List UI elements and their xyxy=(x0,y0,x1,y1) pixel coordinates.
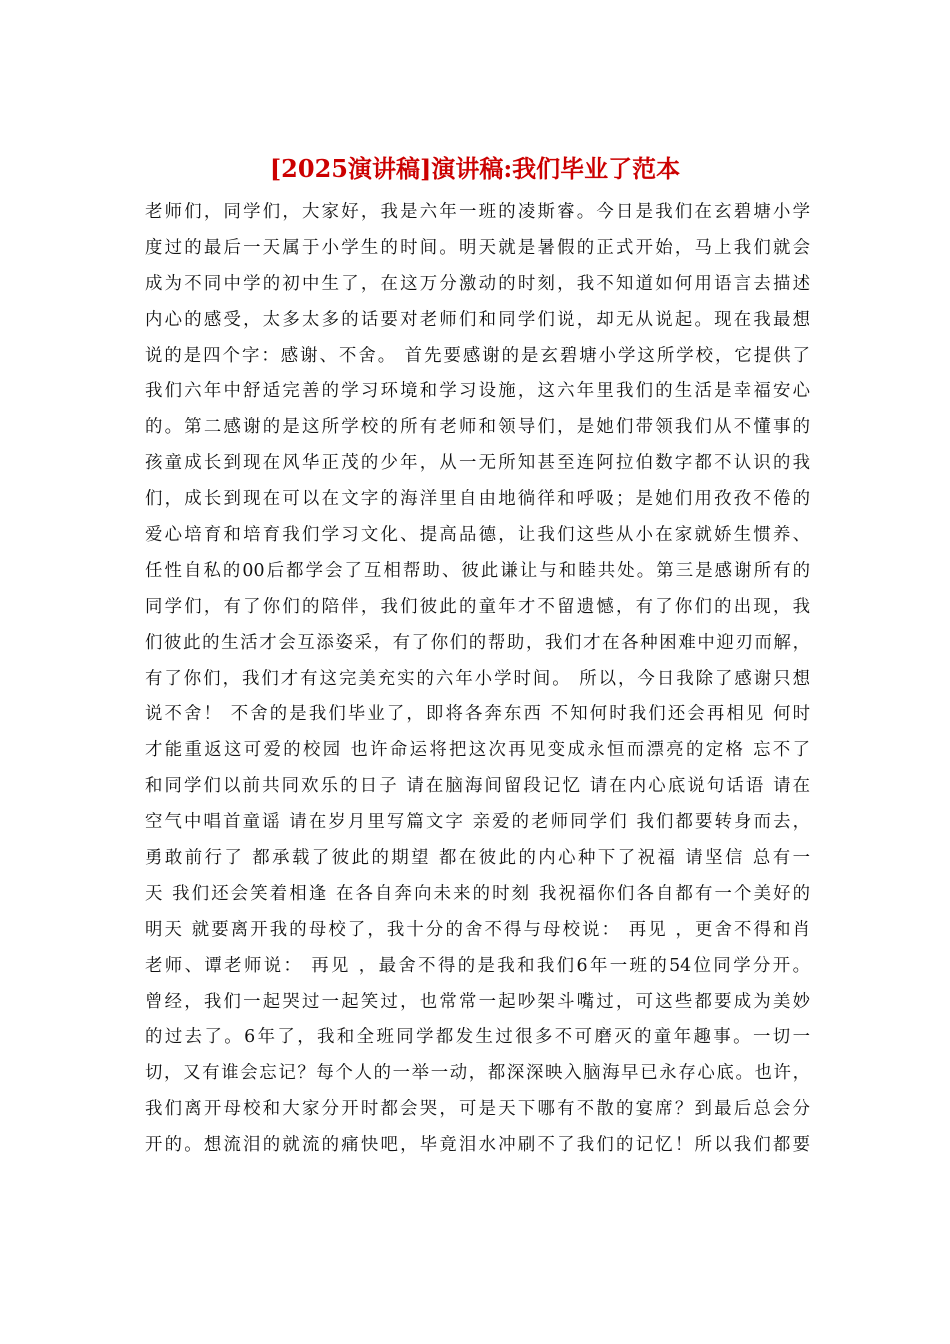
paragraph-line: 孩童成长到现在风华正茂的少年，从一无所知甚至连阿拉伯数字都不认识的我 xyxy=(145,453,810,474)
paragraph-line: 明天 就要离开我的母校了，我十分的舍不得与母校说： 再见 ，更舍不得和肖 xyxy=(145,919,810,940)
paragraph-line: 我们离开母校和大家分开时都会哭，可是天下哪有不散的宴席？到最后总会分 xyxy=(145,1099,810,1120)
document-body xyxy=(145,195,810,1164)
paragraph-line: 的过去了。6年了，我和全班同学都发生过很多不可磨灭的童年趣事。一切一 xyxy=(145,1027,810,1048)
paragraph-line: 同学们，有了你们的陪伴，我们彼此的童年才不留遗憾，有了你们的出现，我 xyxy=(145,596,810,617)
paragraph-line: 和同学们以前共同欢乐的日子 请在脑海间留段记忆 请在内心底说句话语 请在 xyxy=(145,776,810,797)
paragraph-line: 度过的最后一天属于小学生的时间。明天就是暑假的正式开始，马上我们就会 xyxy=(145,237,810,258)
paragraph-line: 说不舍！ 不舍的是我们毕业了，即将各奔东西 不知何时我们还会再相见 何时 xyxy=(145,704,810,725)
paragraph-line: 天 我们还会笑着相逢 在各自奔向未来的时刻 我祝福你们各自都有一个美好的 xyxy=(145,883,810,904)
paragraph-line: 有了你们，我们才有这完美充实的六年小学时间。 所以，今日我除了感谢只想 xyxy=(145,668,810,689)
paragraph-line: 切，又有谁会忘记？每个人的一举一动，都深深映入脑海早已永存心底。也许， xyxy=(145,1063,810,1084)
paragraph-line: 说的是四个字：感谢、不舍。 首先要感谢的是玄碧塘小学这所学校，它提供了 xyxy=(145,345,810,366)
paragraph-line: 勇敢前行了 都承载了彼此的期望 都在彼此的内心种下了祝福 请坚信 总有一 xyxy=(145,848,810,869)
paragraph-line: 任性自私的00后都学会了互相帮助、彼此谦让与和睦共处。第三是感谢所有的 xyxy=(145,560,810,581)
paragraph-line: 老师、谭老师说： 再见 ，最舍不得的是我和我们6年一班的54位同学分开。 xyxy=(145,955,810,976)
paragraph-line: 成为不同中学的初中生了，在这万分激动的时刻，我不知道如何用语言去描述 xyxy=(145,273,810,294)
paragraph-line: 内心的感受，太多太多的话要对老师们和同学们说，却无从说起。现在我最想 xyxy=(145,309,810,330)
paragraph-line: 老师们，同学们，大家好，我是六年一班的凌斯睿。今日是我们在玄碧塘小学 xyxy=(145,202,810,222)
paragraph-line: 们彼此的生活才会互添姿采，有了你们的帮助，我们才在各种困难中迎刃而解， xyxy=(145,632,810,653)
paragraph-line: 爱心培育和培育我们学习文化、提高品德，让我们这些从小在家就娇生惯养、 xyxy=(145,525,810,546)
paragraph-line: 我们六年中舒适完善的学习环境和学习设施，这六年里我们的生活是幸福安心 xyxy=(145,381,810,402)
paragraph-line: 的。第二感谢的是这所学校的所有老师和领导们，是她们带领我们从不懂事的 xyxy=(145,417,810,438)
paragraph-line: 们，成长到现在可以在文字的海洋里自由地徜徉和呼吸；是她们用孜孜不倦的 xyxy=(145,489,810,510)
paragraph-line: 才能重返这可爱的校园 也许命运将把这次再见变成永恒而漂亮的定格 忘不了 xyxy=(145,740,810,761)
paragraph-line: 开的。想流泪的就流的痛快吧，毕竟泪水冲刷不了我们的记忆！所以我们都要 xyxy=(145,1135,810,1156)
paragraph-line: 曾经，我们一起哭过一起笑过，也常常一起吵架斗嘴过，可这些都要成为美妙 xyxy=(145,991,810,1012)
paragraph-line: 空气中唱首童谣 请在岁月里写篇文字 亲爱的老师同学们 我们都要转身而去， xyxy=(145,812,810,833)
document-title: [2025演讲稿]演讲稿:我们毕业了范本 xyxy=(269,154,681,183)
